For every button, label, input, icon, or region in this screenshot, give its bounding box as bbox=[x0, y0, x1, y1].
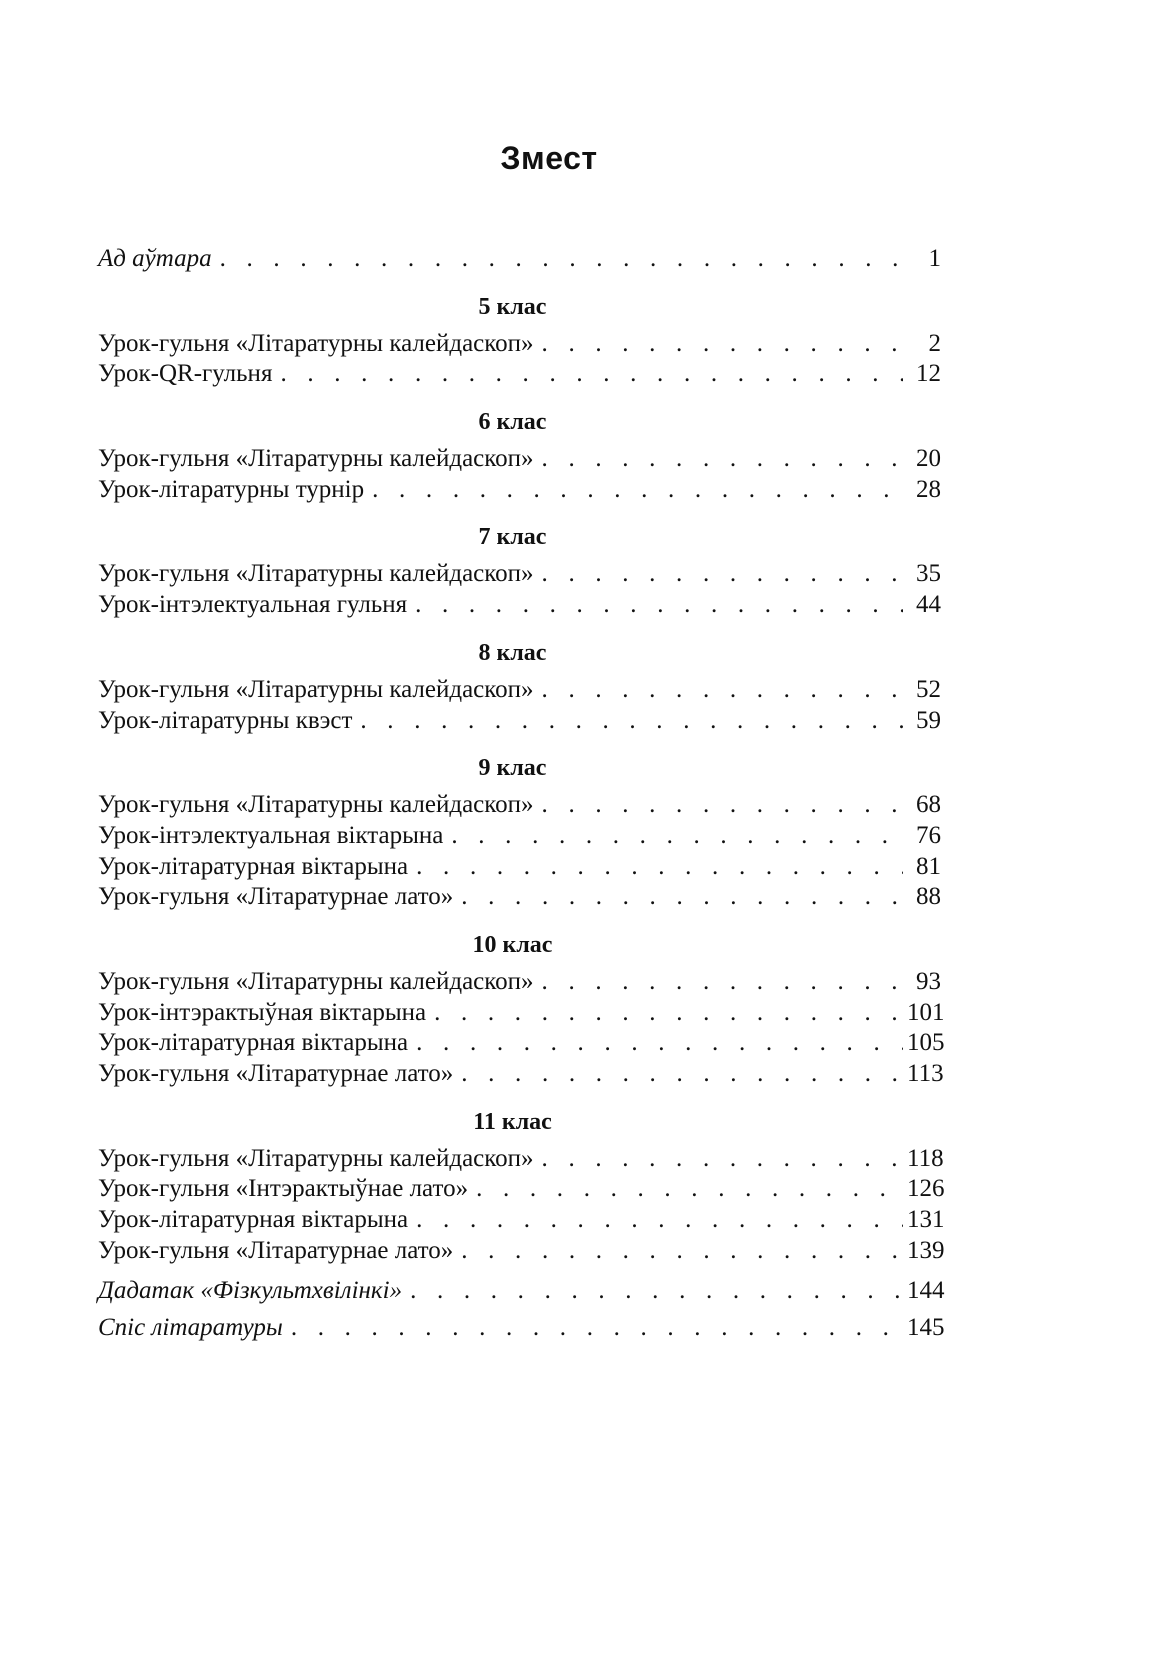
dot-leader bbox=[360, 706, 903, 737]
dot-leader bbox=[410, 1276, 903, 1307]
section-heading: 9 клас bbox=[478, 755, 547, 782]
toc-entry[interactable] bbox=[98, 1174, 945, 1205]
toc-entry-label: Урок-інтэрактыўная віктарына bbox=[98, 998, 427, 1026]
table-of-contents bbox=[98, 244, 945, 1344]
toc-entry-page: 126 bbox=[907, 1175, 945, 1203]
toc-entry-page: 144 bbox=[907, 1277, 945, 1305]
toc-entry-label: Спіс літаратуры bbox=[98, 1314, 283, 1342]
toc-entry-label: Урок-гульня «Літаратурнае лато» bbox=[98, 1236, 454, 1264]
toc-entry-page: 93 bbox=[916, 967, 941, 995]
toc-entry-label: Урок-літаратурны турнір bbox=[98, 475, 365, 503]
toc-entry[interactable] bbox=[98, 1059, 944, 1090]
toc-entry-page: 68 bbox=[916, 791, 941, 819]
page-title: Змест bbox=[500, 140, 598, 176]
toc-entry-page: 101 bbox=[907, 998, 945, 1026]
toc-entry-page: 113 bbox=[907, 1060, 944, 1087]
toc-entry[interactable] bbox=[98, 790, 941, 821]
section-heading: 5 клас bbox=[478, 293, 547, 320]
section-heading: 7 клас bbox=[478, 524, 547, 551]
toc-entry-label: Урок-гульня «Літаратурны калейдаскоп» bbox=[98, 1144, 534, 1172]
toc-entry-label: Урок-QR-гульня bbox=[98, 360, 273, 388]
toc-entry-page: 35 bbox=[916, 560, 941, 588]
dot-leader bbox=[542, 444, 903, 475]
toc-entry-label: Урок-інтэлектуальная віктарына bbox=[98, 821, 444, 849]
toc-entry-page: 1 bbox=[928, 245, 941, 272]
toc-entry[interactable] bbox=[98, 675, 941, 706]
toc-entry[interactable] bbox=[98, 475, 941, 506]
toc-entry-label: Урок-гульня «Літаратурны калейдаскоп» bbox=[98, 445, 534, 473]
toc-entry-page: 88 bbox=[916, 883, 941, 911]
toc-entry[interactable] bbox=[98, 1028, 945, 1059]
toc-entry-page: 12 bbox=[916, 360, 941, 388]
dot-leader bbox=[416, 852, 903, 883]
toc-entry-label: Урок-гульня «Літаратурнае лато» bbox=[98, 1060, 454, 1087]
toc-entry-label: Урок-гульня «Літаратурны калейдаскоп» bbox=[98, 675, 534, 703]
toc-entry-label: Урок-літаратурная віктарына bbox=[98, 852, 409, 880]
toc-entry-page: 145 bbox=[907, 1314, 945, 1342]
toc-entry-label: Урок-гульня «Літаратурнае лато» bbox=[98, 883, 454, 911]
dot-leader bbox=[542, 329, 903, 360]
toc-entry-label: Урок-гульня «Літаратурны калейдаскоп» bbox=[98, 791, 534, 819]
toc-entry[interactable] bbox=[98, 1236, 945, 1267]
toc-entry-page: 81 bbox=[916, 852, 941, 880]
toc-entry[interactable] bbox=[98, 359, 941, 390]
toc-entry[interactable] bbox=[98, 1144, 944, 1175]
toc-entry[interactable] bbox=[98, 821, 941, 852]
toc-entry-page: 59 bbox=[916, 706, 941, 734]
dot-leader bbox=[476, 1174, 903, 1205]
toc-entry-label: Урок-гульня «Літаратурны калейдаскоп» bbox=[98, 560, 534, 588]
toc-entry-page: 76 bbox=[916, 821, 941, 849]
dot-leader bbox=[451, 821, 903, 852]
toc-entry[interactable] bbox=[98, 1205, 945, 1236]
section-heading: 8 клас bbox=[478, 639, 547, 666]
toc-entry-intro[interactable] bbox=[98, 244, 941, 275]
section-heading: 10 клас bbox=[472, 931, 553, 958]
toc-entry[interactable] bbox=[98, 967, 941, 998]
toc-entry-page: 139 bbox=[907, 1236, 945, 1264]
dot-leader bbox=[542, 559, 903, 590]
dot-leader bbox=[220, 244, 903, 275]
toc-entry[interactable] bbox=[98, 852, 941, 883]
toc-entry-label: Ад аўтара bbox=[98, 245, 212, 272]
toc-entry-page: 105 bbox=[907, 1029, 945, 1057]
dot-leader bbox=[415, 590, 903, 621]
dot-leader bbox=[461, 882, 903, 913]
toc-entry-page: 52 bbox=[916, 675, 941, 703]
toc-entry-page: 20 bbox=[916, 445, 941, 473]
toc-entry[interactable] bbox=[98, 559, 941, 590]
toc-entry-page: 118 bbox=[907, 1144, 944, 1172]
toc-entry-label: Урок-літаратурная віктарына bbox=[98, 1206, 409, 1234]
toc-entry-bibliography[interactable] bbox=[98, 1313, 945, 1344]
toc-entry[interactable] bbox=[98, 444, 941, 475]
dot-leader bbox=[372, 475, 903, 506]
toc-entry-label: Дадатак «Фізкультхвілінкі» bbox=[98, 1277, 403, 1305]
toc-entry[interactable] bbox=[98, 706, 941, 737]
dot-leader bbox=[291, 1313, 903, 1344]
section-heading: 6 клас bbox=[478, 409, 547, 436]
toc-entry-page: 131 bbox=[907, 1206, 945, 1234]
toc-entry[interactable] bbox=[98, 882, 941, 913]
toc-entry-label: Урок-літаратурная віктарына bbox=[98, 1029, 409, 1057]
toc-entry-label: Урок-гульня «Літаратурны калейдаскоп» bbox=[98, 967, 534, 995]
toc-entry-page: 44 bbox=[916, 591, 941, 619]
toc-entry-page: 2 bbox=[928, 329, 941, 357]
toc-sections bbox=[98, 289, 945, 1267]
dot-leader bbox=[542, 967, 903, 998]
toc-entry-label: Урок-інтэлектуальная гульня bbox=[98, 591, 408, 619]
toc-entry[interactable] bbox=[98, 590, 941, 621]
dot-leader bbox=[434, 998, 903, 1029]
dot-leader bbox=[461, 1059, 903, 1090]
toc-entry-page: 28 bbox=[916, 475, 941, 503]
section-heading: 11 клас bbox=[473, 1108, 552, 1135]
dot-leader bbox=[280, 359, 903, 390]
dot-leader bbox=[416, 1205, 903, 1236]
toc-entry-label: Урок-гульня «Літаратурны калейдаскоп» bbox=[98, 329, 534, 357]
toc-entry-label: Урок-літаратурны квэст bbox=[98, 706, 353, 734]
dot-leader bbox=[542, 675, 903, 706]
toc-entry[interactable] bbox=[98, 329, 941, 360]
dot-leader bbox=[542, 1144, 903, 1175]
dot-leader bbox=[542, 790, 903, 821]
toc-entry[interactable] bbox=[98, 998, 945, 1029]
dot-leader bbox=[416, 1028, 903, 1059]
toc-entry-label: Урок-гульня «Інтэрактыўнае лато» bbox=[98, 1175, 469, 1203]
toc-entry-appendix[interactable] bbox=[98, 1276, 945, 1307]
dot-leader bbox=[461, 1236, 903, 1267]
